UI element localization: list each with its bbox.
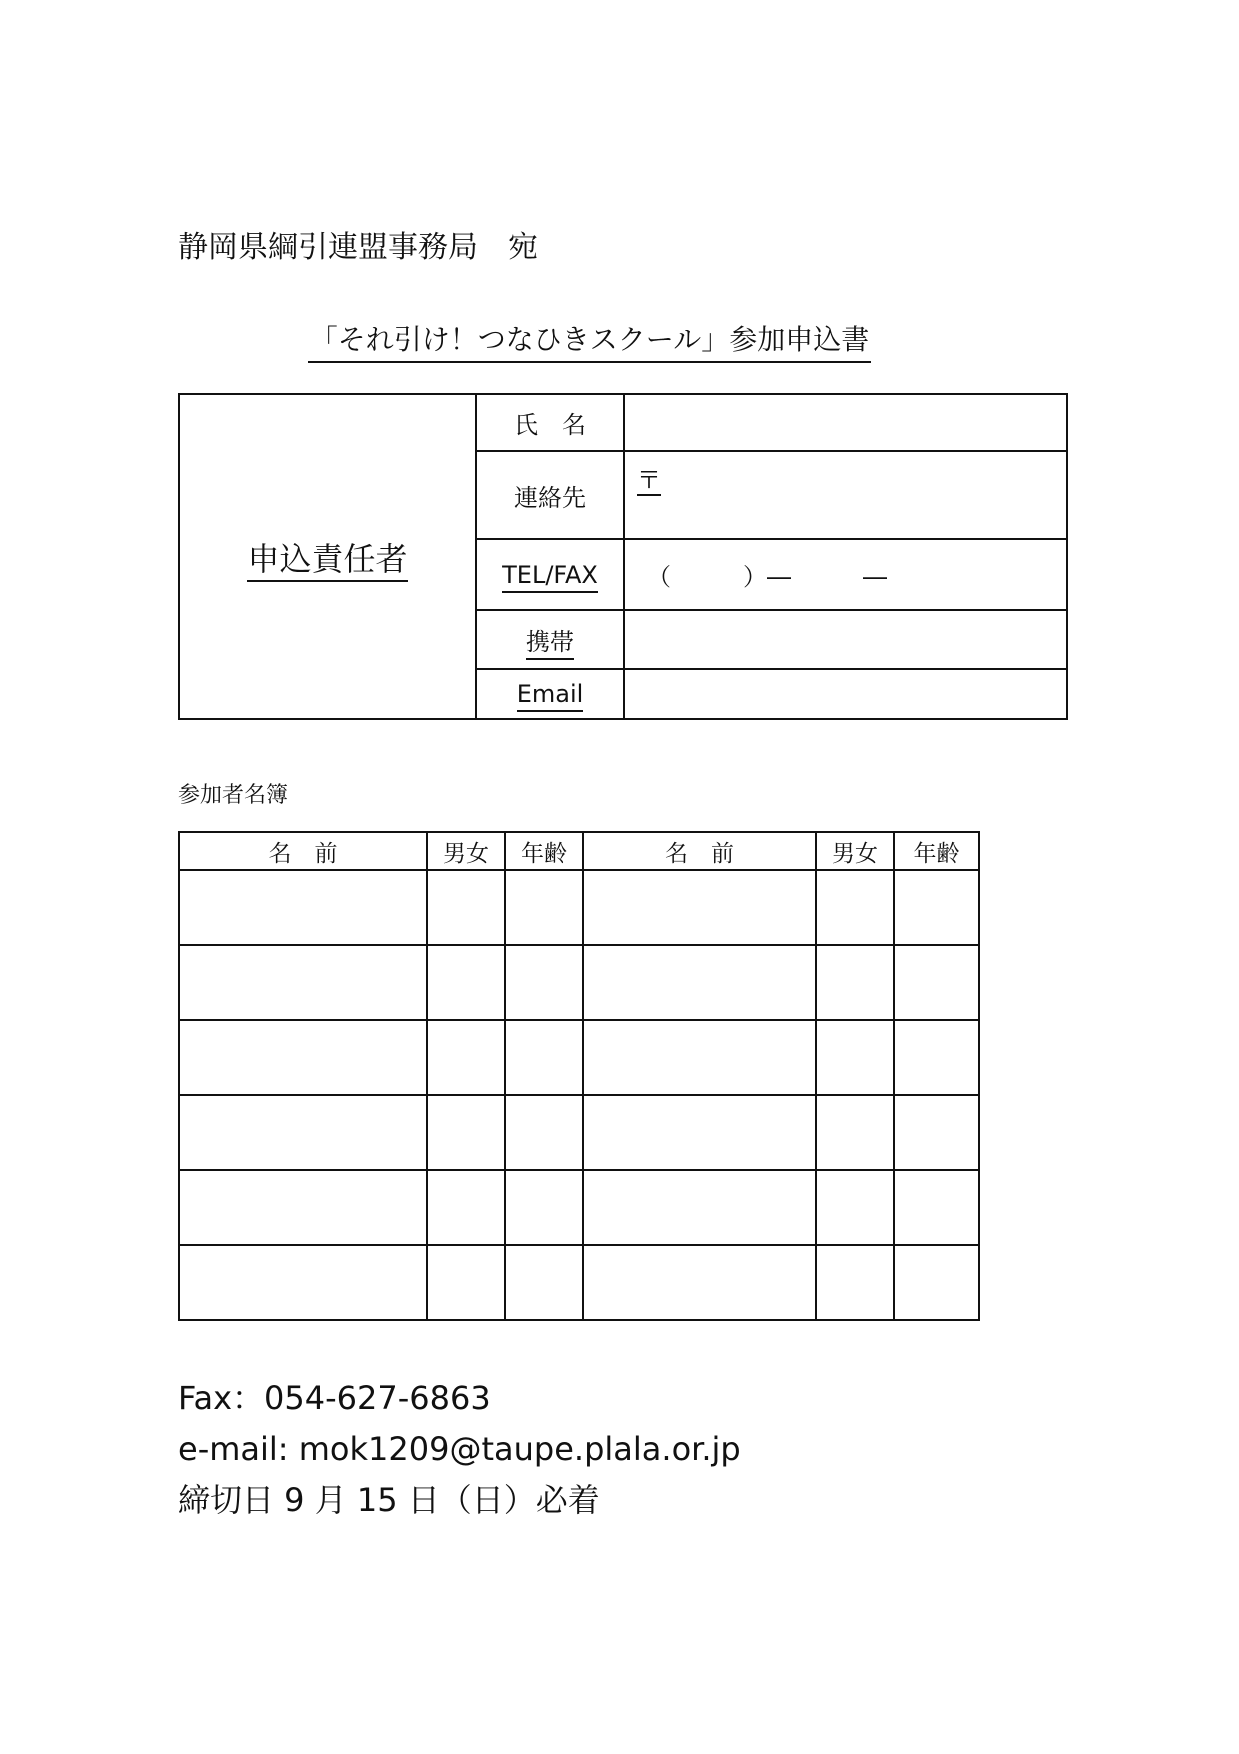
responsible-person-table (178, 393, 1068, 720)
roster-header-age: 年齢 (894, 832, 979, 870)
postal-mark: 〒 (637, 466, 661, 494)
roster-header-gender: 男女 (427, 832, 505, 870)
name-label: 氏 名 (476, 394, 624, 451)
participant-name-cell[interactable] (179, 1020, 427, 1095)
participant-gender-cell[interactable] (427, 1245, 505, 1320)
responsible-person-heading-cell (179, 394, 476, 719)
participant-gender-cell[interactable] (816, 1020, 894, 1095)
contact-email: e-mail: mok1209@taupe.plala.or.jp (178, 1430, 741, 1468)
participant-age-cell[interactable] (505, 1095, 583, 1170)
tel-fax-field[interactable]: （ ）― ― (624, 539, 1067, 610)
participant-age-cell[interactable] (894, 945, 979, 1020)
addressee-line: 静岡県綱引連盟事務局 宛 (178, 230, 538, 265)
deadline-text: 締切日 9 月 15 日（日）必着 (178, 1481, 600, 1519)
contact-label: 連絡先 (476, 451, 624, 539)
roster-header-name: 名 前 (179, 832, 427, 870)
roster-label: 参加者名簿 (178, 783, 289, 808)
participant-age-cell[interactable] (505, 1245, 583, 1320)
participant-name-cell[interactable] (583, 1245, 816, 1320)
table-row (179, 945, 979, 1020)
email-field[interactable] (624, 669, 1067, 719)
mobile-label-cell (476, 610, 624, 669)
table-row (179, 1170, 979, 1245)
participant-name-cell[interactable] (179, 1095, 427, 1170)
contact-footer (178, 1373, 741, 1526)
participant-gender-cell[interactable] (427, 945, 505, 1020)
form-title-wrapper (0, 318, 1239, 363)
table-row (179, 1020, 979, 1095)
participant-name-cell[interactable] (583, 1020, 816, 1095)
participant-age-cell[interactable] (894, 870, 979, 945)
participant-name-cell[interactable] (179, 870, 427, 945)
participant-name-cell[interactable] (179, 945, 427, 1020)
participant-gender-cell[interactable] (427, 1020, 505, 1095)
participant-gender-cell[interactable] (427, 870, 505, 945)
tel-fax-label: TEL/FAX (502, 561, 598, 593)
participant-age-cell[interactable] (894, 1170, 979, 1245)
participant-name-cell[interactable] (179, 1245, 427, 1320)
mobile-label: 携帯 (526, 628, 574, 660)
participant-gender-cell[interactable] (816, 1095, 894, 1170)
participant-age-cell[interactable] (505, 1170, 583, 1245)
participant-name-cell[interactable] (583, 1095, 816, 1170)
form-title: 「それ引け！つなひきスクール」参加申込書 (308, 318, 871, 363)
participant-gender-cell[interactable] (427, 1170, 505, 1245)
roster-header-gender: 男女 (816, 832, 894, 870)
email-label-cell (476, 669, 624, 719)
participant-gender-cell[interactable] (816, 1245, 894, 1320)
participant-gender-cell[interactable] (427, 1095, 505, 1170)
participant-name-cell[interactable] (583, 1170, 816, 1245)
tel-fax-label-cell (476, 539, 624, 610)
participant-age-cell[interactable] (894, 1245, 979, 1320)
table-row (179, 870, 979, 945)
fax-number: Fax：054-627-6863 (178, 1379, 491, 1417)
table-row (179, 1095, 979, 1170)
participant-age-cell[interactable] (505, 870, 583, 945)
mobile-field[interactable] (624, 610, 1067, 669)
participant-gender-cell[interactable] (816, 870, 894, 945)
roster-header-name: 名 前 (583, 832, 816, 870)
roster-header-age: 年齢 (505, 832, 583, 870)
participant-gender-cell[interactable] (816, 945, 894, 1020)
table-row (179, 1245, 979, 1320)
participant-age-cell[interactable] (505, 945, 583, 1020)
responsible-person-heading: 申込責任者 (247, 540, 407, 582)
participant-roster-table (178, 831, 980, 1321)
participant-age-cell[interactable] (894, 1095, 979, 1170)
name-field[interactable] (624, 394, 1067, 451)
participant-age-cell[interactable] (505, 1020, 583, 1095)
participant-name-cell[interactable] (179, 1170, 427, 1245)
address-field[interactable] (624, 451, 1067, 539)
participant-gender-cell[interactable] (816, 1170, 894, 1245)
email-label: Email (517, 680, 584, 712)
participant-age-cell[interactable] (894, 1020, 979, 1095)
participant-name-cell[interactable] (583, 870, 816, 945)
participant-name-cell[interactable] (583, 945, 816, 1020)
